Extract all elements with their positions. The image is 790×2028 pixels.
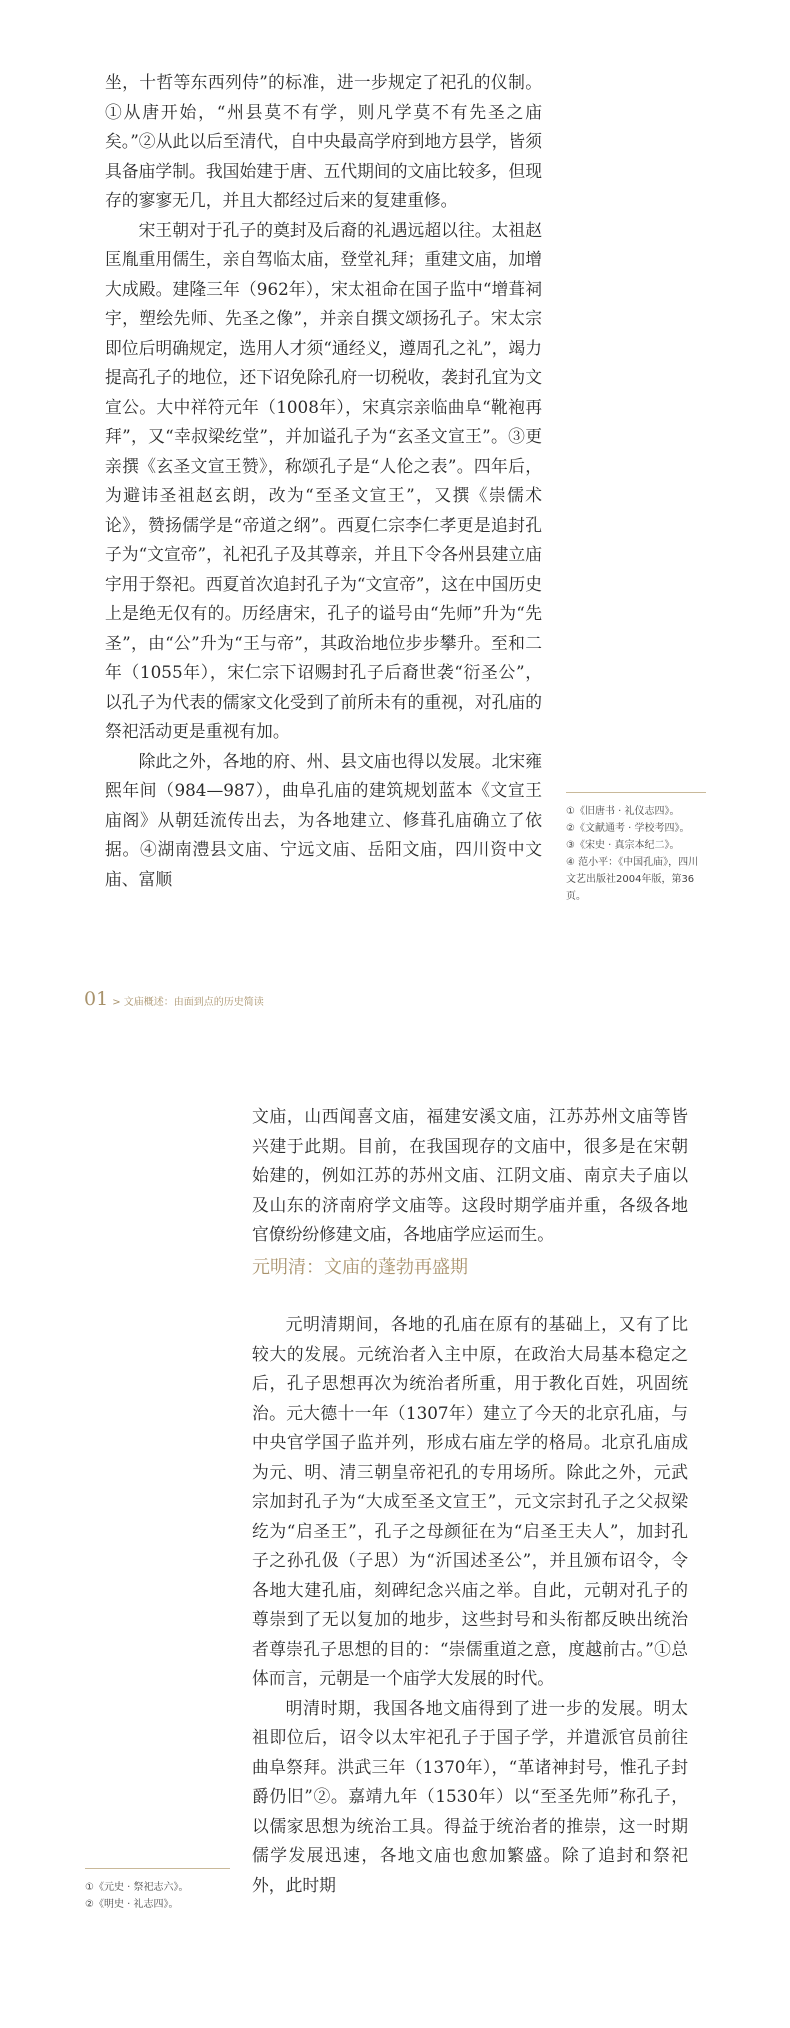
footnote-divider xyxy=(566,792,706,793)
paragraph: 宋王朝对于孔子的奠封及后裔的礼遇远超以往。太祖赵匡胤重用儒生，亲自驾临太庙，登堂礼拜；重建文庙，加增大成殿。建隆三年（962年），宋太祖命在国子监中“增葺祠宇，塑绘先师、先圣之像”，并亲自撰文颂扬孔子。宋太宗即位后明确规定，选用人才须“通经义，遵周孔之礼”，竭力提高孔子的地位，还下诏免除孔府一切税收，袭封孔宜为文宣公。大中祥符元年（1008年），宋真宗亲临曲阜“靴袍再拜”，又“幸叔梁纥堂”，并加谥孔子为“玄圣文宣王”。③更亲撰《玄圣文宣王赞》，称颂孔子是“人伦之表”。四年后，为避讳圣祖赵玄朗，改为“至圣文宣王”，又撰《崇儒术论》，赞扬儒学是“帝道之纲”。西夏仁宗李仁孝更是追封孔子为“文宣帝”，礼祀孔子及其尊亲，并且下令各州县建立庙宇用于祭祀。西夏首次追封孔子为“文宣帝”，这在中国历史上是绝无仅有的。历经唐宋，孔子的谥号由“先师”升为“先圣”，由“公”升为“王与帝”，其政治地位步步攀升。至和二年（1055年），宋仁宗下诏赐封孔子后裔世袭“衍圣公”，以孔子为代表的儒家文化受到了前所未有的重视，对孔庙的祭祀活动更是重视有加。 xyxy=(105,219,542,741)
page2-footnotes xyxy=(85,1868,230,1913)
footnote: ④ 范小平：《中国孔庙》，四川文艺出版社2004年版，第36页。 xyxy=(566,857,699,902)
footnote-divider xyxy=(85,1868,230,1869)
footnote: ②《明史 · 礼志四》。 xyxy=(85,1899,179,1910)
paragraph: 文庙，山西闻喜文庙，福建安溪文庙，江苏苏州文庙等皆兴建于此期。目前，在我国现存的文庙中，很多是在宋朝始建的，例如江苏的苏州文庙、江阴文庙、南京夫子庙以及山东的济南府学文庙等。这段时期学庙并重，各级各地官僚纷纷修建文庙，各地庙学应运而生。 xyxy=(252,1106,688,1244)
footnote: ③《宋史 · 真宗本纪二》。 xyxy=(566,840,680,851)
paragraph: 明清时期，我国各地文庙得到了进一步的发展。明太祖即位后，诏令以太牢祀孔子于国子学，并遣派官员前往曲阜祭拜。洪武三年（1370年），“革诸神封号，惟孔子封爵仍旧”②。嘉靖九年（1530年）以“至圣先师”称孔子，以儒家思想为统治工具。得益于统治者的推崇，这一时期儒学发展迅速，各地文庙也愈加繁盛。除了追封和祭祀外，此时期 xyxy=(252,1697,688,1895)
running-head xyxy=(84,988,264,1010)
section-heading: 元明清：文庙的蓬勃再盛期 xyxy=(252,1257,468,1278)
paragraph: 除此之外，各地的府、州、县文庙也得以发展。北宋雍熙年间（984—987），曲阜孔庙的建筑规划蓝本《文宣王庙阁》从朝廷流传出去，为各地建立、修葺孔庙确立了依据。④湖南澧县文庙、宁远文庙、岳阳文庙，四川资中文庙、富顺 xyxy=(105,750,542,889)
paragraph: 元明清期间，各地的孔庙在原有的基础上，又有了比较大的发展。元统治者入主中原，在政治大局基本稳定之后，孔子思想再次为统治者所重，用于教化百姓，巩固统治。元大德十一年（1307年）建立了今天的北京孔庙，与中央官学国子监并列，形成右庙左学的格局。北京孔庙成为元、明、清三朝皇帝祀孔的专用场所。除此之外，元武宗加封孔子为“大成至圣文宣王”，元文宗封孔子之父叔梁纥为“启圣王”，孔子之母颜征在为“启圣王夫人”，加封孔子之孙孔伋（子思）为“沂国述圣公”，并且颁布诏令，令各地大建孔庙，刻碑纪念兴庙之举。自此，元朝对孔子的尊崇到了无以复加的地步，这些封号和头衔都反映出统治者尊崇孔子思想的目的：“崇儒重道之意，度越前古。”①总体而言，元朝是一个庙学大发展的时代。 xyxy=(252,1314,688,1688)
page2-body xyxy=(252,1310,688,1900)
page1-footnotes xyxy=(566,792,706,905)
footnote: ②《文献通考 · 学校考四》。 xyxy=(566,823,690,834)
footnote: ①《元史 · 祭祀志六》。 xyxy=(85,1882,189,1893)
footnote: ①《旧唐书 · 礼仪志四》。 xyxy=(566,806,680,817)
page-number: 01 xyxy=(84,988,109,1010)
running-head-title: > 文庙概述：由面到点的历史简读 xyxy=(112,997,264,1008)
page1-body xyxy=(105,68,542,894)
page2-body-top xyxy=(252,1102,688,1250)
paragraph: 坐，十哲等东西列侍”的标准，进一步规定了祀孔的仪制。①从唐开始，“州县莫不有学，则凡学莫不有先圣之庙矣。”②从此以后至清代，自中央最高学府到地方县学，皆须具备庙学制。我国始建于唐、五代期间的文庙比较多，但现存的寥寥无几，并且大都经过后来的复建重修。 xyxy=(105,72,542,210)
